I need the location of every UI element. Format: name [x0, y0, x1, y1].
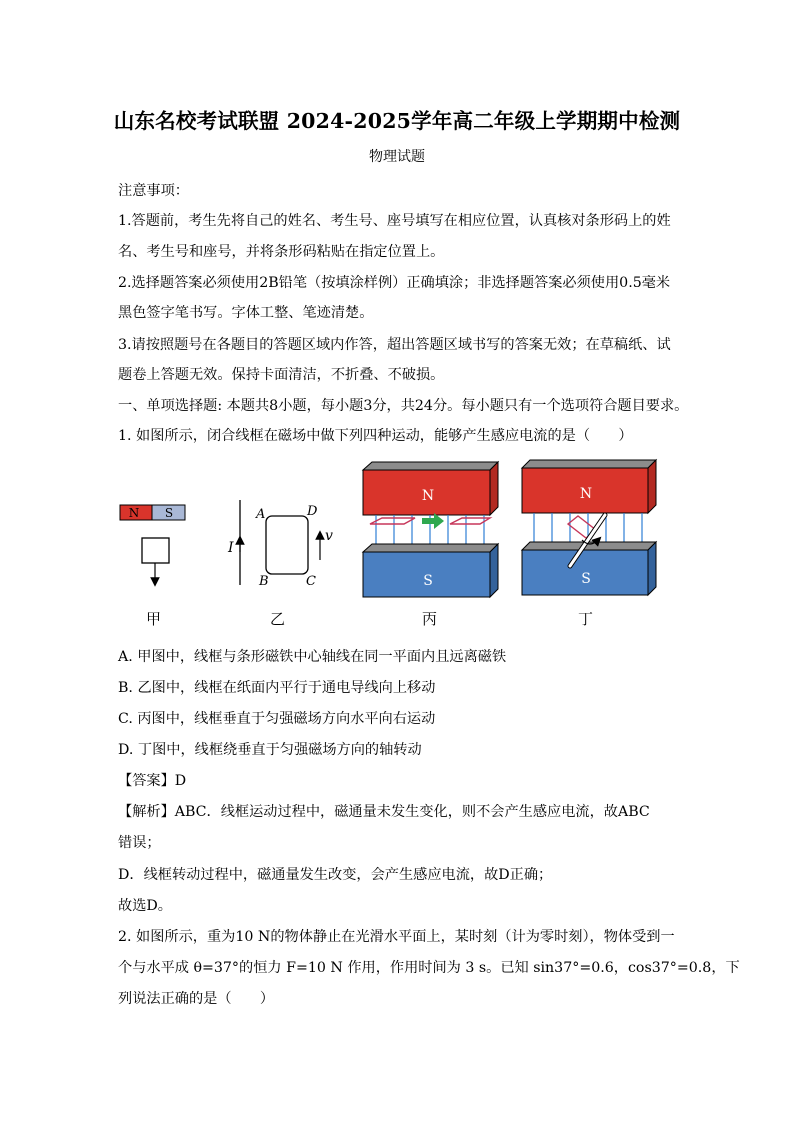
bing-north-label: N: [421, 488, 435, 504]
figure-bing: [363, 462, 498, 597]
bing-south-side: [490, 544, 498, 597]
question-1-analysis-line-2: 错误；: [118, 835, 161, 851]
question-2-stem-line-2: 个与水平成 θ=37°的恒力 F=10 N 作用，作用时间为 3 s。已知 sin37°=0.6，cos37°=0.8，下: [118, 960, 740, 976]
yi-current-label: I: [228, 540, 234, 556]
notice-item-1-line-1: 1.答题前，考生先将自己的姓名、考生号、座号填写在相应位置，认真核对条形码上的姓: [118, 213, 671, 229]
yi-corner-a: A: [256, 507, 266, 522]
figure-ding: [522, 460, 656, 595]
caption-bing: 丙: [422, 610, 438, 628]
bing-north-side: [490, 462, 498, 515]
question-1-option-c: C. 丙图中，线框垂直于匀强磁场方向水平向右运动: [118, 711, 436, 727]
page-title: 山东名校考试联盟 2024-2025学年高二年级上学期期中检测: [113, 109, 681, 133]
caption-jia: 甲: [146, 610, 162, 628]
notice-item-3-line-2: 题卷上答题无效。保持卡面清洁，不折叠、不破损。: [118, 367, 445, 383]
question-1-analysis-line-4: 故选D。: [118, 898, 172, 914]
question-2-stem-line-3: 列说法正确的是（ ）: [118, 991, 275, 1007]
question-1-answer: 【答案】D: [118, 773, 187, 789]
jia-south-label: S: [164, 506, 174, 520]
ding-north-label: N: [579, 486, 593, 502]
question-1-option-d: D. 丁图中，线框绕垂直于匀强磁场方向的轴转动: [118, 742, 422, 758]
notice-item-3-line-1: 3.请按照题号在各题目的答题区域内作答，超出答题区域书写的答案无效；在草稿纸、试: [118, 337, 671, 353]
question-1-analysis-line-1: 【解析】ABC．线框运动过程中，磁通量未发生变化，则不会产生感应电流，故ABC: [118, 804, 650, 820]
bing-south-label: S: [423, 573, 433, 589]
bing-loop-left: [370, 518, 415, 524]
figure-jia: [120, 505, 185, 582]
yi-loop: [266, 516, 308, 574]
jia-north-label: N: [128, 506, 140, 520]
notice-heading: 注意事项：: [118, 183, 189, 199]
bing-top-gray: [363, 462, 498, 470]
ding-south-label: S: [581, 571, 591, 587]
notice-item-2-line-2: 黑色签字笔书写。字体工整、笔迹清楚。: [118, 305, 374, 321]
ding-bottom-gray: [522, 542, 656, 550]
section-heading: 一、单项选择题: 本题共8小题，每小题3分，共24分。每小题只有一个选项符合题目要求。: [118, 398, 689, 414]
ding-top-gray: [522, 460, 656, 468]
ding-north-side: [648, 460, 656, 513]
question-1-figure: [110, 452, 670, 602]
caption-yi: 乙: [270, 610, 286, 628]
yi-corner-d: D: [307, 504, 318, 519]
ding-south-side: [648, 542, 656, 595]
question-1-stem: 1. 如图所示，闭合线框在磁场中做下列四种运动，能够产生感应电流的是（ ）: [118, 428, 633, 444]
bing-bottom-gray: [363, 544, 498, 552]
yi-corner-c: C: [306, 574, 316, 589]
question-2-stem-line-1: 2. 如图所示，重为10 N的物体静止在光滑水平面上，某时刻（计为零时刻），物体受到一: [118, 929, 675, 945]
question-1-option-b: B. 乙图中，线框在纸面内平行于通电导线向上移动: [118, 680, 436, 696]
notice-item-2-line-1: 2.选择题答案必须使用2B铅笔（按填涂样例）正确填涂；非选择题答案必须使用0.5毫米: [118, 275, 671, 291]
caption-ding: 丁: [578, 610, 594, 628]
yi-corner-b: B: [259, 574, 269, 589]
jia-loop: [142, 538, 169, 563]
page-subtitle: 物理试题: [369, 149, 425, 165]
figure-yi: [227, 500, 333, 589]
question-1-analysis-line-3: D．线框转动过程中，磁通量发生改变，会产生感应电流，故D正确；: [118, 867, 553, 883]
notice-item-1-line-2: 名、考生号和座号，并将条形码粘贴在指定位置上。: [118, 244, 445, 260]
yi-velocity-label: v: [325, 528, 333, 544]
question-1-option-a: A. 甲图中，线框与条形磁铁中心轴线在同一平面内且远离磁铁: [118, 649, 507, 665]
